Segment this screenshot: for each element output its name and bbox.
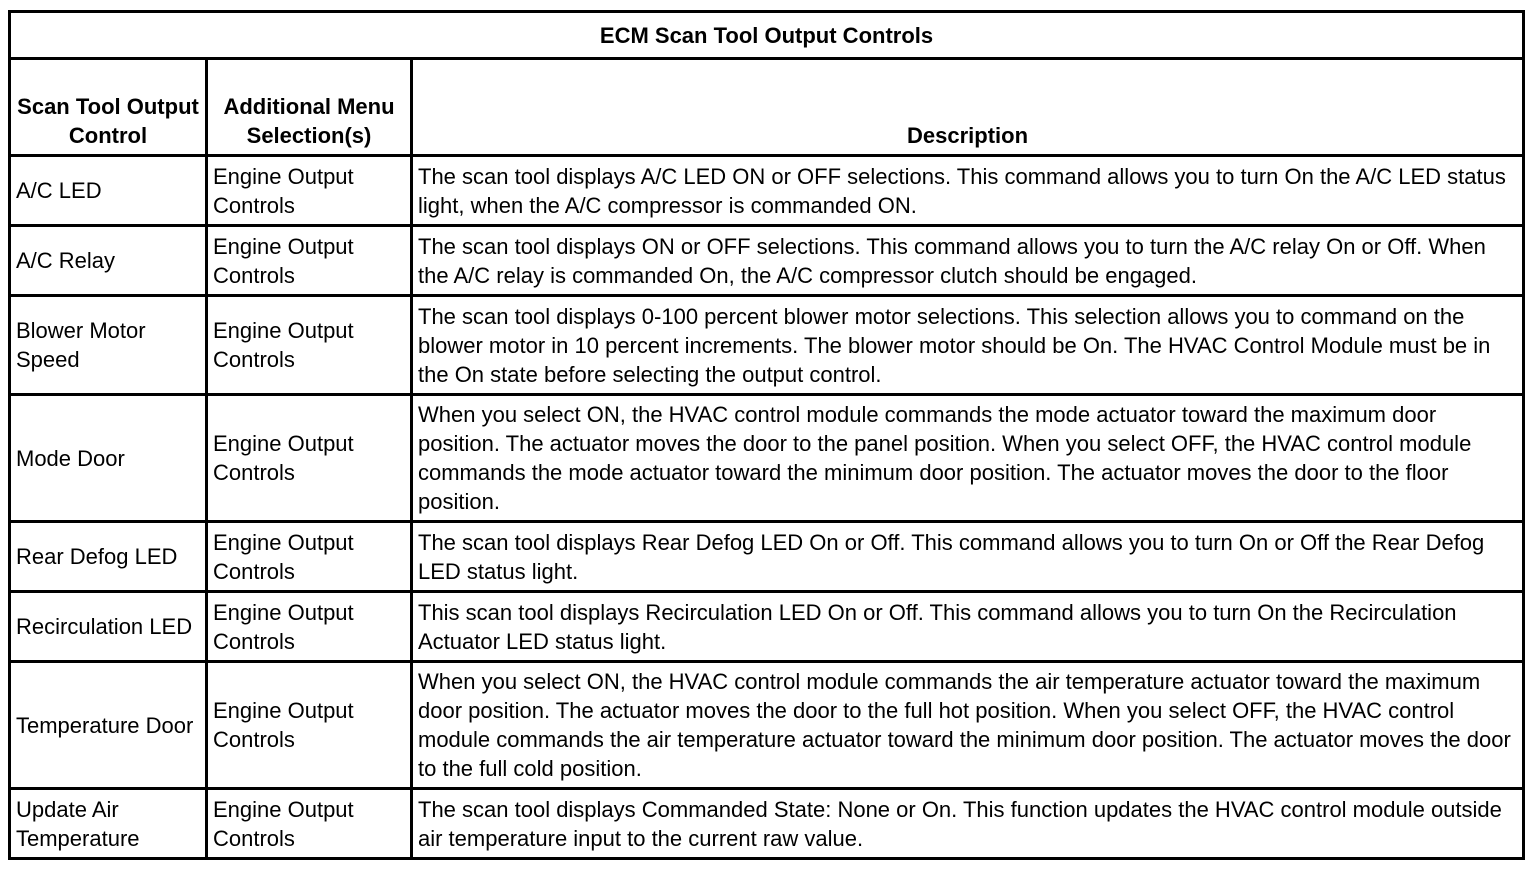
table-row [10, 522, 1524, 592]
row-control: Recirculation LED [10, 592, 207, 662]
row-description: The scan tool displays Commanded State: None or On. This function updates the HVAC control module outside air temperature input to the current raw value. [412, 789, 1524, 859]
row-description: When you select ON, the HVAC control module commands the air temperature actuator toward the maximum door position. The actuator moves the door to the full hot position. When you select OFF, the HVAC control module commands the air temperature actuator toward the minimum door position. The actuator moves the door to the full cold position. [412, 662, 1524, 789]
row-menu: Engine Output Controls [207, 296, 412, 395]
row-description: The scan tool displays 0-100 percent blower motor selections. This selection allows you to command on the blower motor in 10 percent increments. The blower motor should be On. The HVAC Control Module must be in the On state before selecting the output control. [412, 296, 1524, 395]
row-menu: Engine Output Controls [207, 662, 412, 789]
row-control: Blower Motor Speed [10, 296, 207, 395]
row-control: Rear Defog LED [10, 522, 207, 592]
table-row [10, 789, 1524, 859]
header-scan-tool-output-control: Scan Tool Output Control [10, 59, 207, 156]
row-menu: Engine Output Controls [207, 522, 412, 592]
table-row [10, 156, 1524, 226]
row-control: Temperature Door [10, 662, 207, 789]
output-controls-table [8, 10, 1525, 860]
row-description: The scan tool displays ON or OFF selections. This command allows you to turn the A/C relay On or Off. When the A/C relay is commanded On, the A/C compressor clutch should be engaged. [412, 226, 1524, 296]
row-control: A/C LED [10, 156, 207, 226]
row-description: The scan tool displays Rear Defog LED On or Off. This command allows you to turn On or Off the Rear Defog LED status light. [412, 522, 1524, 592]
row-menu: Engine Output Controls [207, 226, 412, 296]
header-additional-menu-selections: Additional Menu Selection(s) [207, 59, 412, 156]
row-menu: Engine Output Controls [207, 395, 412, 522]
table-row [10, 296, 1524, 395]
title-row [10, 12, 1524, 59]
table-row [10, 226, 1524, 296]
header-description: Description [412, 59, 1524, 156]
row-menu: Engine Output Controls [207, 592, 412, 662]
header-row [10, 59, 1524, 156]
row-menu: Engine Output Controls [207, 789, 412, 859]
table-row [10, 395, 1524, 522]
table-row [10, 662, 1524, 789]
table-title: ECM Scan Tool Output Controls [10, 12, 1524, 59]
row-description: When you select ON, the HVAC control module commands the mode actuator toward the maximum door position. The actuator moves the door to the panel position. When you select OFF, the HVAC control module commands the mode actuator toward the minimum door position. The actuator moves the door to the floor position. [412, 395, 1524, 522]
row-control: Mode Door [10, 395, 207, 522]
row-description: The scan tool displays A/C LED ON or OFF selections. This command allows you to turn On the A/C LED status light, when the A/C compressor is commanded ON. [412, 156, 1524, 226]
row-control: Update Air Temperature [10, 789, 207, 859]
row-description: This scan tool displays Recirculation LED On or Off. This command allows you to turn On the Recirculation Actuator LED status light. [412, 592, 1524, 662]
row-control: A/C Relay [10, 226, 207, 296]
row-menu: Engine Output Controls [207, 156, 412, 226]
table-row [10, 592, 1524, 662]
